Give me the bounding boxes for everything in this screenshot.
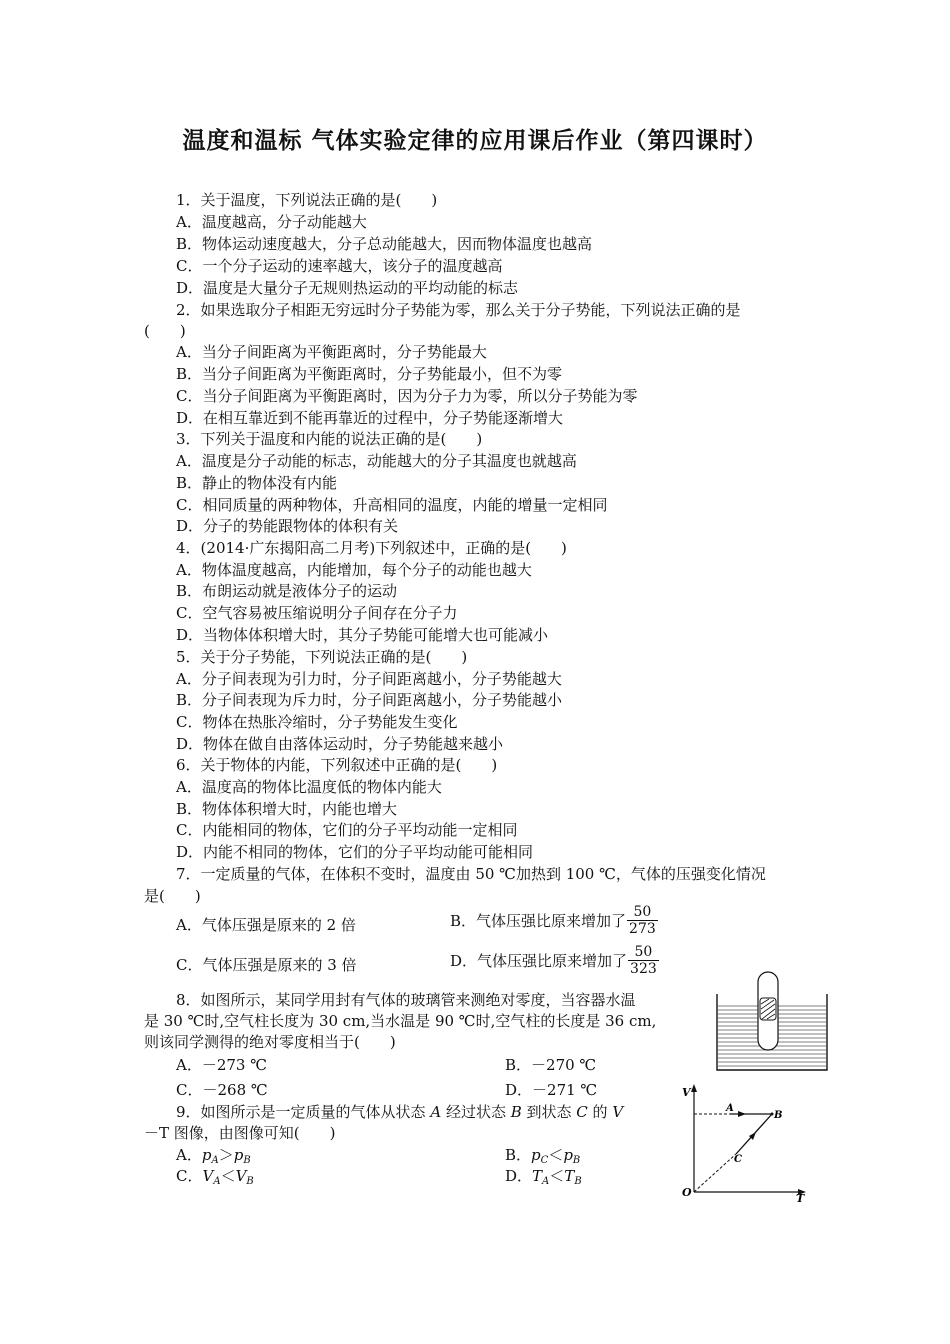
- q4-option-b: B．布朗运动就是液体分子的运动: [176, 582, 398, 600]
- q2-option-d: D．在相互靠近到不能再靠近的过程中，分子势能逐渐增大: [176, 409, 564, 427]
- q7-option-c: C．气体压强是原来的 3 倍: [176, 956, 357, 974]
- q8-option-c: C．－268 ℃: [176, 1081, 268, 1099]
- c-label: C: [734, 1154, 742, 1165]
- q7-option-b: [450, 904, 658, 937]
- q4-option-d: D．当物体体积增大时，其分子势能可能增大也可能减小: [176, 626, 549, 644]
- q9-var: A: [430, 1103, 442, 1121]
- q9-subscript: A: [211, 1155, 219, 1166]
- q1-option-d: D．温度是大量分子无规则热运动的平均动能的标志: [176, 279, 519, 297]
- q2-stem-cont: ( ): [144, 322, 186, 340]
- q9-subscript: A: [542, 1176, 550, 1187]
- q9-symbol: p: [201, 1146, 212, 1164]
- q9-line-2: －T 图像，由图像可知( ): [144, 1124, 336, 1142]
- container-tube-figure: [712, 970, 832, 1072]
- q8-option-d: D．－271 ℃: [505, 1081, 598, 1099]
- q9-text: 的: [587, 1103, 613, 1121]
- q9-option-d: [505, 1166, 582, 1192]
- q5-stem: 5．关于分子势能，下列说法正确的是( ): [176, 648, 468, 666]
- q9-symbol: p: [563, 1146, 573, 1164]
- q9-option-label: C．: [176, 1167, 203, 1185]
- q5-option-a: A．分子间表现为引力时，分子间距离越小，分子势能越大: [176, 670, 562, 688]
- q9-subscript: B: [572, 1155, 581, 1166]
- q9-symbol: V: [235, 1167, 247, 1185]
- q4-option-c: C．空气容易被压缩说明分子间存在分子力: [176, 604, 458, 622]
- q7-stem: 7．一定质量的气体，在体积不变时，温度由 50 ℃加热到 100 ℃，气体的压强变化情况: [176, 865, 766, 883]
- q9-text: 9．如图所示是一定质量的气体从状态: [176, 1103, 431, 1121]
- dashed-origin-c: [694, 1154, 736, 1192]
- q2-stem: 2．如果选取分子相距无穷远时分子势能为零，那么关于分子势能，下列说法正确的是: [176, 301, 741, 319]
- q3-option-a: A．温度是分子动能的标志，动能越大的分子其温度也就越高: [176, 452, 577, 470]
- q5-option-b: B．分子间表现为斥力时，分子间距离越小，分子势能越小: [176, 691, 563, 709]
- fraction-numerator: 50: [628, 944, 659, 961]
- q9-text: 经过状态: [441, 1103, 511, 1121]
- q9-var: V: [612, 1103, 624, 1121]
- q1-stem: 1．关于温度，下列说法正确的是( ): [176, 191, 438, 209]
- fraction-denominator: 323: [630, 961, 657, 977]
- q7-option-a: A．气体压强是原来的 2 倍: [176, 916, 356, 934]
- o-label: O: [682, 1186, 692, 1199]
- q9-symbol: T: [564, 1167, 575, 1185]
- q4-stem: 4．(2014·广东揭阳高二月考)下列叙述中，正确的是( ): [176, 539, 567, 557]
- q9-var: C: [576, 1103, 588, 1121]
- q9-option-label: B．: [505, 1146, 532, 1164]
- t-label: T: [796, 1192, 805, 1204]
- q9-option-label: D．: [505, 1167, 533, 1185]
- v-axis-arrow: [691, 1084, 697, 1092]
- q7-stem-cont: 是( ): [144, 887, 201, 905]
- q9-symbol: V: [202, 1167, 214, 1185]
- q8-option-a: A．－273 ℃: [176, 1056, 268, 1074]
- q2-option-b: B．当分子间距离为平衡距离时，分子势能最小，但不为零: [176, 365, 563, 383]
- q6-option-c: C．内能相同的物体，它们的分子平均动能一定相同: [176, 821, 518, 839]
- q9-symbol: T: [532, 1167, 543, 1185]
- fraction: [627, 904, 658, 937]
- q8-line-3: 则该同学测得的绝对零度相当于( ): [144, 1033, 396, 1051]
- q8-line-1: 8．如图所示，某同学用封有气体的玻璃管来测绝对零度，当容器水温: [176, 991, 636, 1009]
- a-label: A: [726, 1103, 734, 1114]
- q9-line-1: [176, 1102, 623, 1122]
- q6-option-a: A．温度高的物体比温度低的物体内能大: [176, 778, 442, 796]
- q9-symbol: p: [531, 1146, 541, 1164]
- q2-option-a: A．当分子间距离为平衡距离时，分子势能最大: [176, 343, 487, 361]
- q1-option-c: C．一个分子运动的速率越大，该分子的温度越高: [176, 257, 503, 275]
- fraction-denominator: 273: [629, 921, 656, 937]
- q8-option-b: B．－270 ℃: [505, 1056, 597, 1074]
- fraction: [628, 944, 659, 977]
- q3-option-d: D．分子的势能跟物体的体积有关: [176, 517, 399, 535]
- q4-option-a: A．物体温度越高，内能增加，每个分子的动能也越大: [176, 561, 532, 579]
- q3-option-c: C．相同质量的两种物体，升高相同的温度，内能的增量一定相同: [176, 496, 608, 514]
- q9-subscript: B: [243, 1155, 251, 1166]
- q7-option-d: [450, 944, 659, 977]
- q1-option-a: A．温度越高，分子动能越大: [176, 213, 367, 231]
- q9-operator: ＜: [548, 1146, 564, 1164]
- v-t-graph: [676, 1082, 816, 1204]
- b-label: B: [774, 1110, 783, 1121]
- q9-subscript: B: [246, 1176, 254, 1187]
- page-title: 温度和温标 气体实验定律的应用课后作业（第四课时）: [182, 128, 768, 154]
- q3-option-b: B．静止的物体没有内能: [176, 474, 338, 492]
- q7-option-b-text: B．气体压强比原来增加了: [450, 911, 627, 930]
- q9-option-label: A．: [176, 1146, 202, 1164]
- q6-stem: 6．关于物体的内能，下列叙述中正确的是( ): [176, 756, 498, 774]
- q9-var: B: [510, 1103, 522, 1121]
- q9-operator: ＞: [218, 1146, 234, 1164]
- q5-option-d: D．物体在做自由落体运动时，分子势能越来越小: [176, 735, 504, 753]
- q9-operator: ＜: [549, 1167, 565, 1185]
- fraction-numerator: 50: [627, 904, 658, 921]
- q5-option-c: C．物体在热胀冷缩时，分子势能发生变化: [176, 713, 458, 731]
- q9-option-c: [176, 1166, 254, 1192]
- q9-subscript: A: [213, 1176, 221, 1187]
- q6-option-b: B．物体体积增大时，内能也增大: [176, 800, 398, 818]
- q9-subscript: C: [540, 1155, 549, 1166]
- q6-option-d: D．内能不相同的物体，它们的分子平均动能可能相同: [176, 843, 534, 861]
- q9-subscript: B: [574, 1176, 582, 1187]
- q9-symbol: p: [233, 1146, 244, 1164]
- q2-option-c: C．当分子间距离为平衡距离时，因为分子力为零，所以分子势能为零: [176, 387, 638, 405]
- q1-option-b: B．物体运动速度越大，分子总动能越大，因而物体温度也越高: [176, 235, 593, 253]
- q9-operator: ＜: [220, 1167, 236, 1185]
- q9-text: 到状态: [521, 1103, 577, 1121]
- q7-option-d-text: D．气体压强比原来增加了: [450, 951, 628, 970]
- q3-stem: 3．下列关于温度和内能的说法正确的是( ): [176, 430, 483, 448]
- arrow-ab: [738, 1111, 746, 1117]
- v-label: V: [682, 1086, 691, 1099]
- q8-line-2: 是 30 ℃时,空气柱长度为 30 cm,当水温是 90 ℃时,空气柱的长度是 36 cm,: [144, 1012, 657, 1030]
